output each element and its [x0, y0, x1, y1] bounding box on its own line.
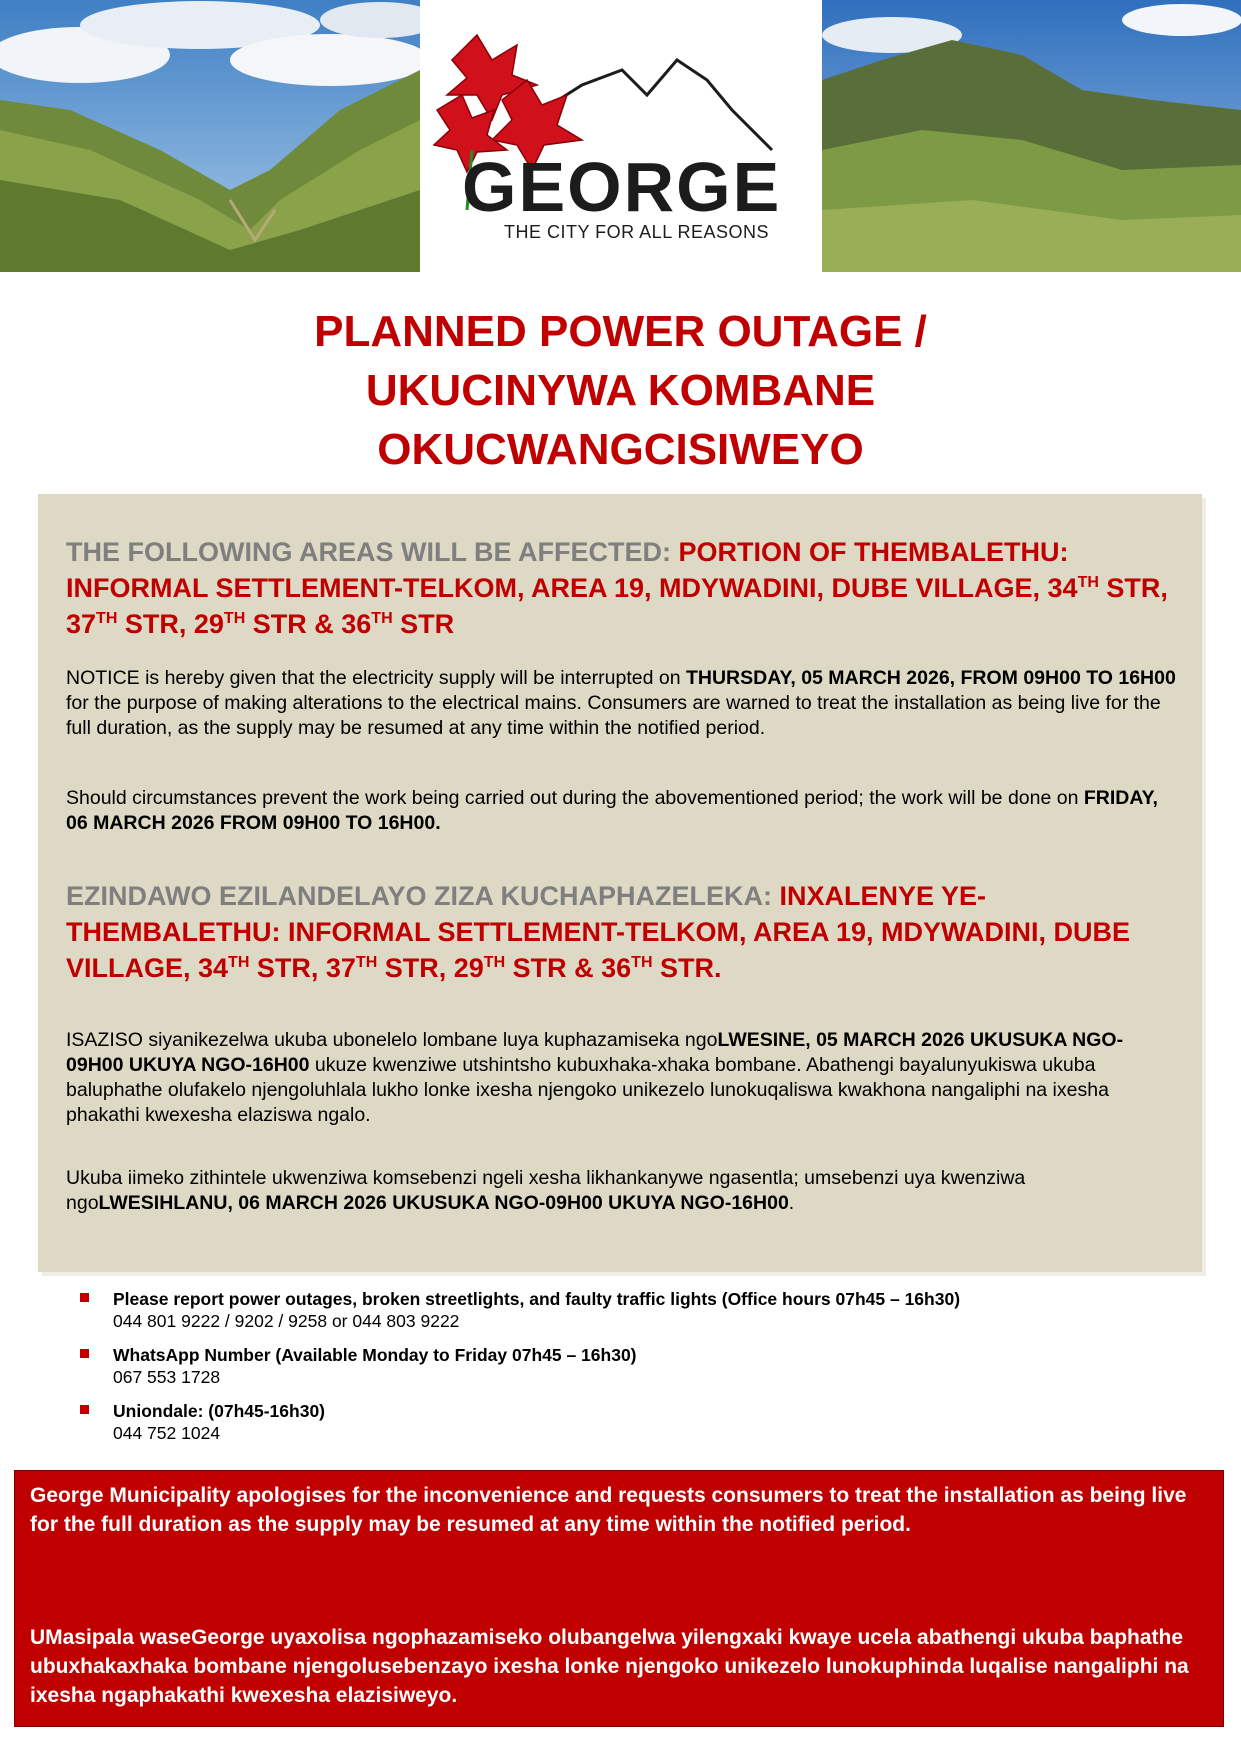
areas-text: STR.: [652, 953, 722, 983]
apology-xhosa: UMasipala waseGeorge uyaxolisa ngophazamiseko olubangelwa yilengxaki kwaye ucela abathengi ukuba baphathe ubuxhakaxhaka bombane njengolusebenzayo ixesha lonke njengoko unikezelo lunokuphinda luqalise nangaliphi na ixesha ngaphakathi kwexesha elazisiweyo.: [30, 1626, 1189, 1707]
notice-title: [0, 302, 1241, 479]
areas-text: STR: [392, 609, 455, 639]
areas-text: STR, 37: [66, 573, 1168, 639]
affected-areas-xhosa: [66, 878, 1176, 986]
ordinal-suffix: TH: [483, 954, 506, 971]
alternate-date: FRIDAY, 06 MARCH 2026 FROM 09H00 TO 16H00.: [66, 787, 1158, 834]
contact-item-uniondale: [80, 1400, 1200, 1444]
ordinal-suffix: TH: [223, 610, 246, 627]
contact-title: Please report power outages, broken streetlights, and faulty traffic lights (Office hours 07h45 – 16h30): [113, 1289, 961, 1309]
ordinal-suffix: TH: [228, 954, 250, 971]
notice-date: THURSDAY, 05 MARCH 2026, FROM 09H00 TO 16H00: [685, 667, 1176, 689]
apology-box: [14, 1470, 1224, 1727]
contact-title: WhatsApp Number (Available Monday to Friday 07h45 – 16h30): [113, 1345, 637, 1365]
areas-text: STR, 29: [117, 609, 224, 639]
header-photo-mountains-left: [0, 0, 420, 272]
contact-numbers: 044 801 9222 / 9202 / 9258 or 044 803 9222: [113, 1311, 460, 1331]
alternate-date-paragraph-xhosa: [66, 1166, 1176, 1216]
notice-text: ISAZISO siyanikezelwa ukuba ubonelelo lombane luya kuphazamiseka ngo: [66, 1029, 718, 1051]
george-logo: [432, 0, 810, 272]
contact-list: [80, 1288, 1200, 1456]
logo-tagline: THE CITY FOR ALL REASONS: [504, 222, 770, 242]
areas-lead-xhosa: EZINDAWO EZILANDELAYO ZIZA KUCHAPHAZELEKA:: [66, 881, 780, 911]
contact-numbers: 044 752 1024: [113, 1423, 221, 1443]
header-photo-mountains-right: [822, 0, 1241, 272]
alternate-text: Should circumstances prevent the work being carried out during the abovementioned period; the work will be done on: [66, 787, 1084, 809]
notice-text: for the purpose of making alterations to the electrical mains. Consumers are warned to treat the installation as being live for the full duration, as the supply may be resumed at any time within the notified period.: [66, 692, 1161, 739]
bullet-square-icon: [80, 1349, 89, 1358]
areas-lead-english: THE FOLLOWING AREAS WILL BE AFFECTED:: [66, 537, 679, 567]
bullet-square-icon: [80, 1293, 89, 1302]
areas-text: STR, 29: [377, 953, 484, 983]
notice-panel: [38, 494, 1202, 1272]
alternate-text: Ukuba iimeko zithintele ukwenziwa komsebenzi ngeli xesha likhankanywe ngasentla; umsebenzi uya kwenziwa ngo: [66, 1167, 1026, 1214]
contact-numbers: 067 553 1728: [113, 1367, 221, 1387]
ordinal-suffix: TH: [96, 610, 118, 627]
areas-text: STR & 36: [505, 953, 632, 983]
alternate-text: .: [788, 1192, 795, 1214]
alternate-date: LWESIHLANU, 06 MARCH 2026 UKUSUKA NGO-09H00 UKUYA NGO-16H00: [98, 1192, 789, 1214]
affected-areas-english: [66, 534, 1176, 642]
notice-date: LWESINE, 05 MARCH 2026 UKUSUKA NGO-09H00 UKUYA NGO-16H00: [66, 1029, 1124, 1076]
areas-text: STR & 36: [245, 609, 372, 639]
bullet-square-icon: [80, 1405, 89, 1414]
title-line-3: OKUCWANGCISIWEYO: [377, 425, 864, 474]
areas-text: PORTION OF THEMBALETHU: INFORMAL SETTLEMENT-TELKOM, AREA 19, MDYWADINI, DUBE VILLAGE, 34: [66, 537, 1078, 603]
notice-text: ukuze kwenziwe utshintsho kubuxhaka-xhaka bombane. Abathengi bayalunyukiswa ukuba baluphathe olufakelo njengoluhlala lukho lonke ixesha njengoko unikezelo lunokuqaliswa kwakhona nangaliphi na ixesha phakathi kwexesha elaziswa ngalo.: [66, 1054, 1109, 1126]
contact-item-whatsapp: [80, 1344, 1200, 1388]
ordinal-suffix: TH: [1077, 574, 1099, 591]
logo-wordmark: GEORGE: [462, 148, 782, 226]
notice-paragraph-xhosa: [66, 1028, 1176, 1128]
ordinal-suffix: TH: [371, 610, 393, 627]
notice-text: NOTICE is hereby given that the electricity supply will be interrupted on: [66, 667, 686, 689]
title-line-2: UKUCINYWA KOMBANE: [365, 366, 876, 415]
title-line-1: PLANNED POWER OUTAGE /: [314, 307, 927, 356]
ordinal-suffix: TH: [631, 954, 653, 971]
notice-paragraph-english: [66, 666, 1176, 741]
contact-item-report-outages: [80, 1288, 1200, 1332]
contact-title: Uniondale: (07h45-16h30): [113, 1401, 325, 1421]
areas-text: STR, 37: [249, 953, 356, 983]
apology-english: George Municipality apologises for the inconvenience and requests consumers to treat the installation as being live for the full duration as the supply may be resumed at any time within the notified period.: [30, 1484, 1187, 1536]
ordinal-suffix: TH: [355, 954, 378, 971]
areas-text: INXALENYE YE-THEMBALETHU: INFORMAL SETTLEMENT-TELKOM, AREA 19, MDYWADINI, DUBE VILLAGE, 34: [66, 881, 1130, 983]
alternate-date-paragraph-english: [66, 786, 1176, 836]
